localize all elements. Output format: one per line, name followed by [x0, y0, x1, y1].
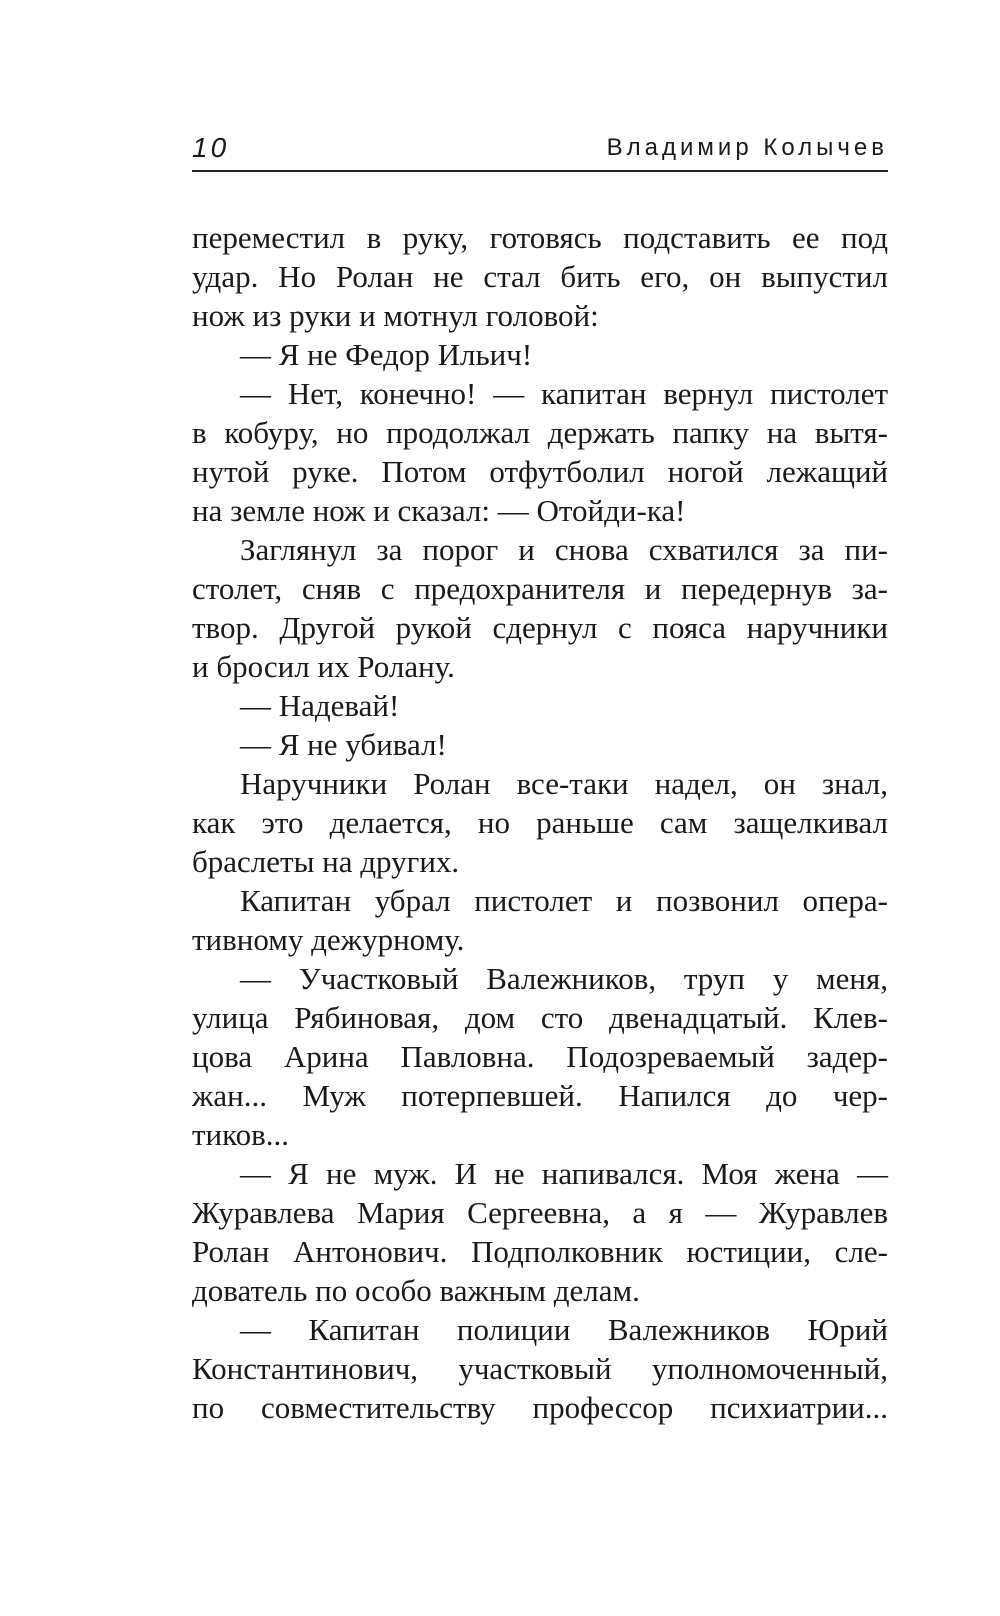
text-line: на земле нож и сказал: — Отойди-ка!	[192, 493, 686, 528]
page-header	[192, 130, 888, 172]
running-head-author: Владимир Колычев	[606, 134, 888, 161]
text-line: столет, сняв с предохранителя и передернув за-	[192, 571, 888, 606]
text-line: дователь по особо важным делам.	[192, 1273, 640, 1308]
text-line: браслеты на других.	[192, 844, 460, 879]
text-line: Заглянул за порог и снова схватился за пи-	[240, 532, 888, 567]
text-line: — Капитан полиции Валежников Юрий	[240, 1312, 888, 1347]
text-line: жан... Муж потерпевшей. Напился до чер-	[192, 1078, 888, 1113]
text-line: тиков...	[192, 1117, 290, 1152]
text-line: переместил в руку, готовясь подставить ее под	[192, 220, 888, 255]
body-text	[192, 218, 888, 1427]
text-line: цова Арина Павловна. Подозреваемый задер-	[192, 1039, 888, 1074]
text-line: — Я не муж. И не напивался. Моя жена —	[240, 1156, 888, 1191]
text-line: нутой руке. Потом отфутболил ногой лежащий	[192, 454, 888, 489]
text-line: — Я не Федор Ильич!	[240, 337, 533, 372]
text-line: — Я не убивал!	[240, 727, 447, 762]
page-number: 10	[192, 132, 230, 163]
text-line: Ролан Антонович. Подполковник юстиции, сле-	[192, 1234, 888, 1269]
text-line: удар. Но Ролан не стал бить его, он выпустил	[192, 259, 888, 294]
text-line: Журавлева Мария Сергеевна, а я — Журавлев	[192, 1195, 888, 1230]
text-line: Капитан убрал пистолет и позвонил опера-	[240, 883, 888, 918]
text-line: Константинович, участковый уполномоченный,	[192, 1351, 888, 1386]
text-line: как это делается, но раньше сам защелкивал	[192, 805, 888, 840]
text-line: тивному дежурному.	[192, 922, 465, 957]
text-line: Наручники Ролан все-таки надел, он знал,	[240, 766, 888, 801]
text-line: улица Рябиновая, дом сто двенадцатый. Клев-	[192, 1000, 888, 1035]
text-line: нож из руки и мотнул головой:	[192, 298, 599, 333]
text-line: и бросил их Ролану.	[192, 649, 455, 684]
text-line: — Надевай!	[240, 688, 400, 723]
text-line: — Нет, конечно! — капитан вернул пистолет	[240, 376, 888, 411]
text-line: в кобуру, но продолжал держать папку на вытя-	[192, 415, 888, 450]
text-line: по совместительству профессор психиатрии...	[192, 1390, 888, 1425]
text-line: — Участковый Валежников, труп у меня,	[240, 961, 888, 996]
text-line: твор. Другой рукой сдернул с пояса наручники	[192, 610, 888, 645]
